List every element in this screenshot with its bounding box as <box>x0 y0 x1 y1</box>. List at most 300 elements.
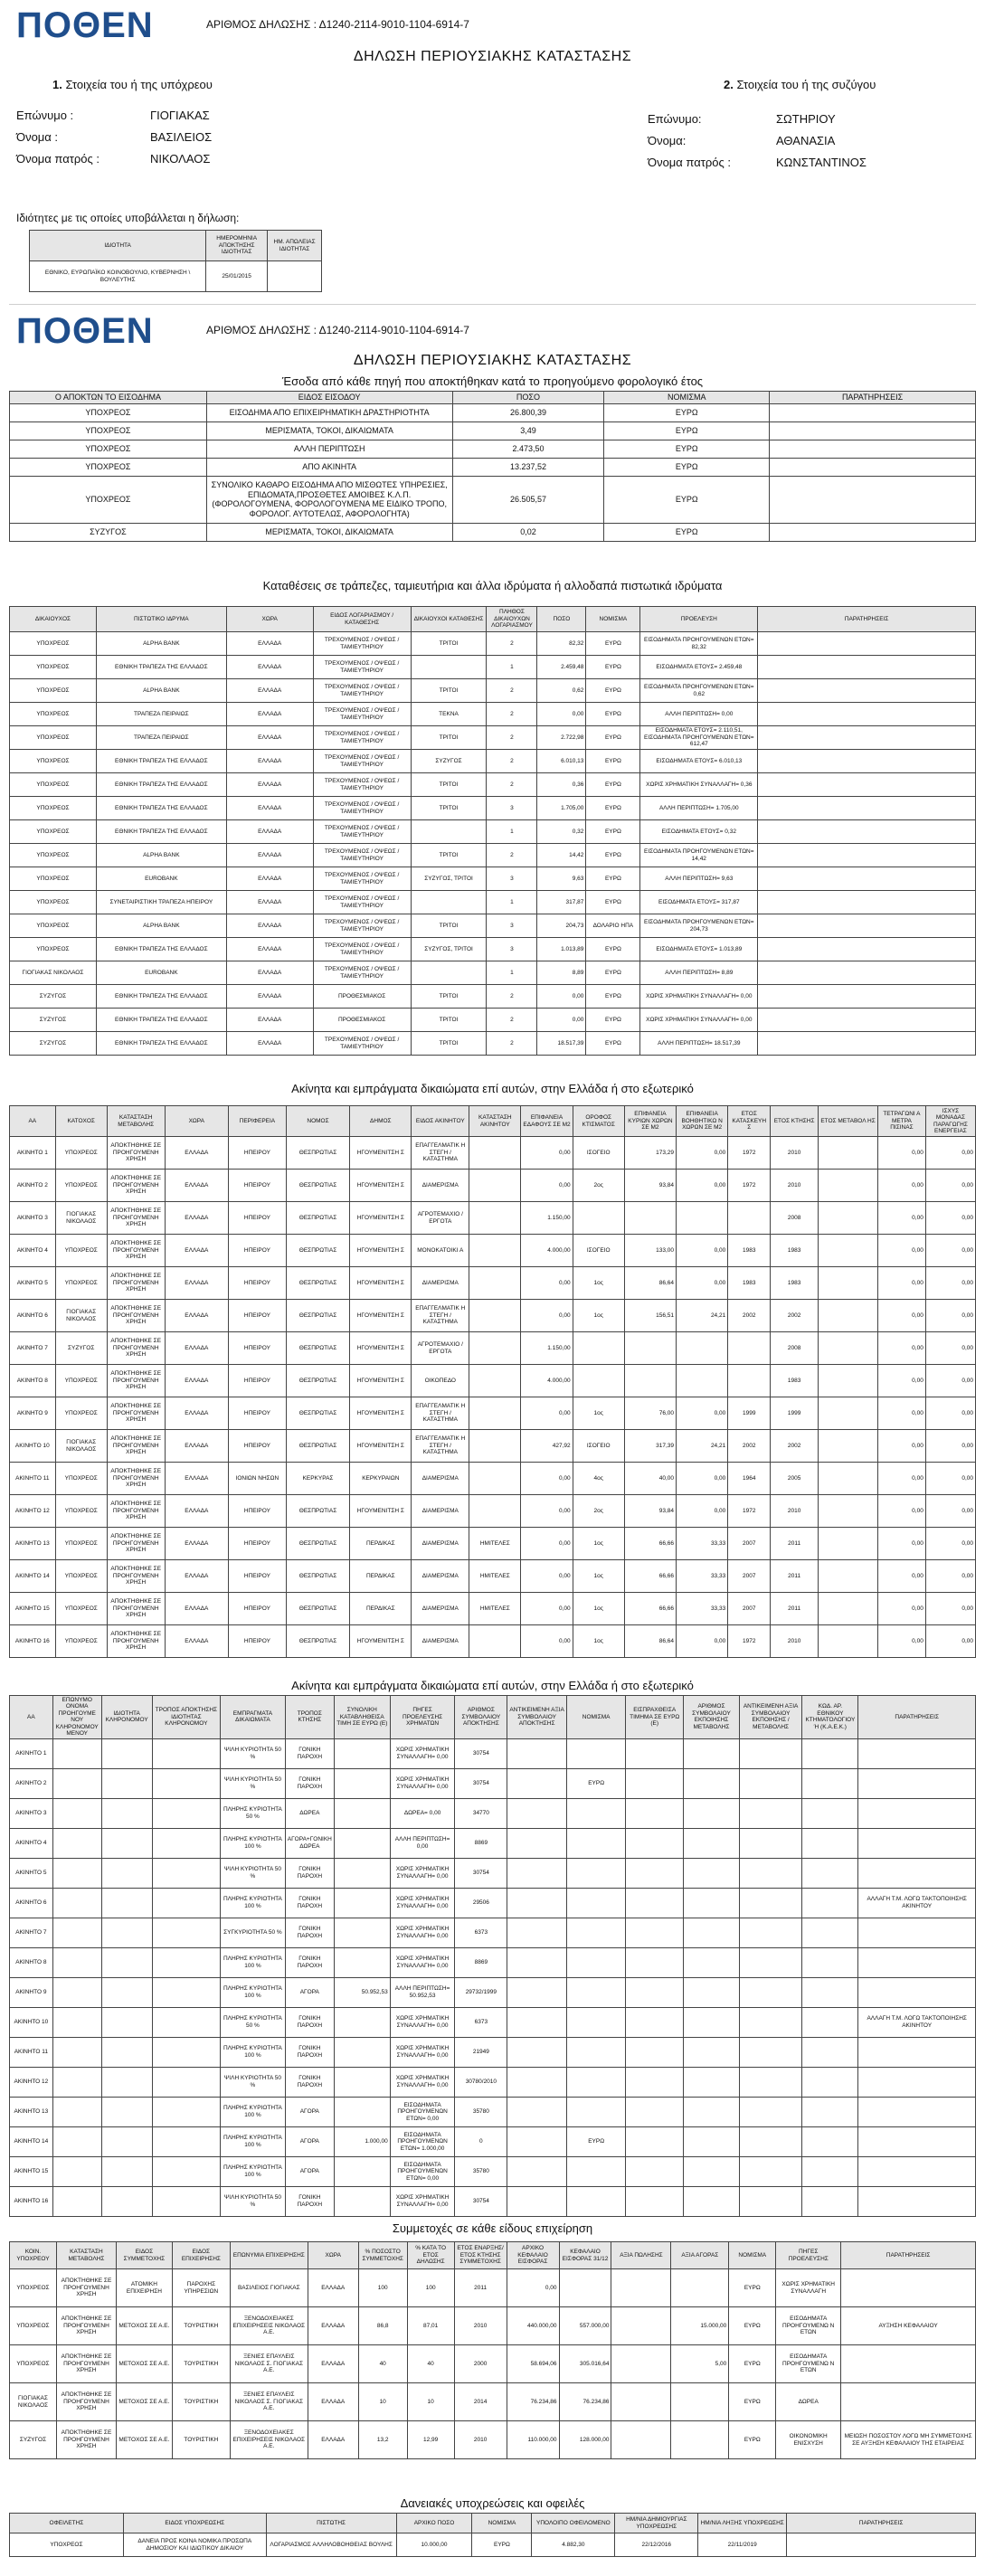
realestate-table <box>9 1105 976 1658</box>
table-cell: ΗΠΕΙΡΟΥ <box>229 1560 287 1593</box>
col-change-status: ΚΑΤΑΣΤΑΣΗ ΜΕΤΑΒΟΛΗΣ <box>107 1106 165 1137</box>
table-row <box>10 1332 976 1365</box>
table-cell: 2 <box>487 773 537 797</box>
col-remarks: ΠΑΡΑΤΗΡΗΣΕΙΣ <box>758 607 976 632</box>
table-cell: ΕΥΡΩ <box>586 703 640 726</box>
table-cell: ΗΜΙΤΕΛΕΣ <box>469 1528 521 1560</box>
table-cell: ΕΥΡΩ <box>566 2126 625 2156</box>
table-cell <box>566 1977 625 2007</box>
col-aa: ΑΑ <box>10 1696 53 1739</box>
table-cell: 2 <box>487 703 537 726</box>
table-cell: ΑΚΙΝΗΤΟ 7 <box>10 1332 56 1365</box>
table-cell: ΣΥΝΟΛΙΚΟ ΚΑΘΑΡΟ ΕΙΣΟΔΗΜΑ ΑΠΟ ΜΙΣΘΩΤΕΣ ΥΠΗΡΕΣΙΕΣ, ΕΠΙΔΟΜΑΤΑ,ΠΡΟΣΘΕΤΕΣ ΑΜΟΙΒΕΣ Κ.Λ.Π.(ΦΟΡΟΛΟΓΟΥΜΕΝΑ, ΦΟΡΟΛΟΓΟΥΜΕΝΑ ΜΕ ΕΙΔΙΚΟ ΤΡΟΠΟ, ΦΟΡΟΛΟΓ. ΑΥΤΟΤΕΛΩΣ, ΑΦΟΡΟΛΟΓΗΤΑ) <box>206 476 452 523</box>
table-cell <box>819 1267 878 1300</box>
table-cell: ΔΙΑΜΕΡΙΣΜΑ <box>412 1560 469 1593</box>
table-cell: 2008 <box>771 1202 819 1235</box>
table-cell: 2011 <box>771 1593 819 1625</box>
table-cell <box>559 2269 611 2307</box>
table-row <box>10 891 976 914</box>
table-cell: ΘΕΣΠΡΩΤΙΑΣ <box>286 1300 349 1332</box>
table-cell: ΕΥΡΩ <box>586 844 640 867</box>
col-received-price: ΕΙΣΠΡΑΧΘΕΙΣΑ ΤΙΜΗΜΑ ΣΕ ΕΥΡΩ (Ε) <box>626 1696 684 1739</box>
table-cell: ΗΠΕΙΡΟΥ <box>229 1365 287 1397</box>
table-cell <box>624 1365 676 1397</box>
table-row <box>10 1300 976 1332</box>
table-cell <box>758 1009 976 1032</box>
pothen-logo-2 <box>16 311 154 352</box>
col-origin: ΠΡΟΕΛΕΥΣΗ <box>640 607 758 632</box>
income-table <box>9 391 976 542</box>
table-cell: 2005 <box>771 1463 819 1495</box>
table-cell: 0,00 <box>507 2269 559 2307</box>
table-cell <box>758 820 976 844</box>
table-cell <box>758 844 976 867</box>
table-cell <box>758 679 976 703</box>
table-cell: ΑΚΙΝΗΤΟ 15 <box>10 1593 56 1625</box>
col-kaek: ΚΩΔ. ΑΡ. ΕΘΝΙΚΟΥ ΚΤΗΜΑΤΟΛΟΓΙΟΥ Ή (Κ.Α.Ε.Κ.) <box>802 1696 858 1739</box>
table-cell: ΕΛΛΑΔΑ <box>308 2345 358 2383</box>
table-cell: 0,00 <box>878 1560 926 1593</box>
table-cell <box>819 1137 878 1170</box>
table-cell <box>573 1332 624 1365</box>
table-row <box>10 703 976 726</box>
table-cell: ΕΥΡΩ <box>586 985 640 1009</box>
table-cell: ΥΠΟΧΡΕΟΣ <box>10 458 207 476</box>
table-cell <box>469 1300 521 1332</box>
col-sources: ΠΗΓΕΣ ΠΡΟΕΛΕΥΣΗΣ <box>776 2242 841 2269</box>
table-cell: ΓΟΝΙΚΗ ΠΑΡΟΧΗ <box>285 2037 334 2067</box>
table-cell: ΥΠΟΧΡΕΟΣ <box>55 1397 107 1430</box>
table-cell <box>802 1858 858 1888</box>
table-cell: ΠΛΗΡΗΣ ΚΥΡΙΟΤΗΤΑ 100 % <box>221 2097 286 2126</box>
col-beneficiary: ΔΙΚΑΙΟΥΧΟΣ <box>10 607 97 632</box>
page-divider <box>9 304 976 305</box>
table-cell: ΕΘΝΙΚΗ ΤΡΑΠΕΖΑ ΤΗΣ ΕΛΛΑΔΟΣ <box>96 938 226 961</box>
table-cell <box>770 403 976 421</box>
table-cell: 0,00 <box>677 1397 728 1430</box>
table-cell: ΗΓΟΥΜΕΝΙΤΣΗ Σ <box>350 1235 412 1267</box>
table-cell: 24,21 <box>677 1430 728 1463</box>
table-cell <box>758 867 976 891</box>
table-cell: ΟΙΚΟΝΟΜΙΚΗ ΕΝΙΣΧΥΣΗ <box>776 2421 841 2459</box>
table-cell <box>101 2186 152 2216</box>
table-cell: ΜΕΡΙΣΜΑΤΑ, ΤΟΚΟΙ, ΔΙΚΑΙΩΜΑΤΑ <box>206 523 452 541</box>
col-remarks: ΠΑΡΑΤΗΡΗΣΕΙΣ <box>841 2242 976 2269</box>
table-cell: ΤΟΥΡΙΣΤΙΚΗ <box>172 2421 230 2459</box>
table-cell: ΔΙΑΜΕΡΙΣΜΑ <box>412 1528 469 1560</box>
table-cell <box>566 1918 625 1947</box>
table-cell <box>770 458 976 476</box>
table-cell: 2010 <box>771 1137 819 1170</box>
col-remarks: ΠΑΡΑΤΗΡΗΣΕΙΣ <box>787 2514 976 2533</box>
table-cell <box>469 1267 521 1300</box>
table-cell <box>739 1947 802 1977</box>
table-cell: ΕΥΡΩ <box>472 2533 532 2557</box>
pothen-logo <box>16 5 154 46</box>
table-row <box>10 1009 976 1032</box>
table-cell <box>52 1888 101 1918</box>
col-earner: Ο ΑΠΟΚΤΩΝ ΤΟ ΕΙΣΟΔΗΜΑ <box>10 392 207 404</box>
col-region: ΠΕΡΙΦΕΡΕΙΑ <box>229 1106 287 1137</box>
table-cell: 1983 <box>771 1365 819 1397</box>
table-cell: ΓΟΝΙΚΗ ΠΑΡΟΧΗ <box>285 1918 334 1947</box>
table-cell: ΞΕΝΟΔΟΧΕΙΑΚΕΣ ΕΠΙΧΕΙΡΗΣΕΙΣ ΝΙΚΟΛΑΟΣ Α.Ε. <box>230 2421 308 2459</box>
table-cell <box>611 2383 671 2421</box>
table-cell: ΕΘΝΙΚΗ ΤΡΑΠΕΖΑ ΤΗΣ ΕΛΛΑΔΟΣ <box>96 773 226 797</box>
table-cell: ΕΛΛΑΔΑ <box>226 867 313 891</box>
table-cell: ALPHA BANK <box>96 679 226 703</box>
table-cell <box>684 2007 740 2037</box>
col-contract-no: ΑΡΙΘΜΟΣ ΣΥΜΒΟΛΑΙΟΥ ΑΠΟΚΤΗΣΗΣ <box>455 1696 507 1739</box>
table-cell: ΕΥΡΩ <box>604 440 770 458</box>
table-cell: 12,99 <box>407 2421 454 2459</box>
realestate-heading: Ακίνητα και εμπράγματα δικαιώματα επί αυτών, στην Ελλάδα ή στο εξωτερικό <box>291 1082 694 1095</box>
table-cell: ΜΕΤΟΧΟΣ ΣΕ Α.Ε. <box>116 2307 172 2345</box>
table-cell <box>858 1768 976 1798</box>
table-cell <box>758 1032 976 1056</box>
table-cell <box>739 1888 802 1918</box>
table-cell: ΑΛΛΗ ΠΕΡΙΠΤΩΣΗ <box>206 440 452 458</box>
table-row <box>10 1738 976 1768</box>
table-row <box>10 2186 976 2216</box>
table-cell: ΕΛΛΑΔΑ <box>165 1593 228 1625</box>
table-cell: ΑΠΟΚΤΗΘΗΚΕ ΣΕ ΠΡΟΗΓΟΥΜΕΝΗ ΧΡΗΣΗ <box>56 2383 116 2421</box>
table-cell: 93,84 <box>624 1495 676 1528</box>
table-cell: ΗΠΕΙΡΟΥ <box>229 1202 287 1235</box>
table-cell: ΕΙΣΟΔΗΜΑΤΑ ΠΡΟΗΓΟΥΜΕΝΩΝ ΕΤΩΝ= 204,73 <box>640 914 758 938</box>
table-cell: 22/11/2019 <box>698 2533 787 2557</box>
table-cell: 0,00 <box>677 1625 728 1658</box>
table-cell: 0,00 <box>677 1463 728 1495</box>
table-cell: ΔΩΡΕΑ <box>776 2383 841 2421</box>
table-cell <box>566 2037 625 2067</box>
table-cell <box>152 2126 221 2156</box>
table-cell <box>334 2186 390 2216</box>
table-cell: 2 <box>487 1032 537 1056</box>
table-cell <box>626 1947 684 1977</box>
col-purchase-value: ΑΞΙΑ ΑΓΟΡΑΣ <box>671 2242 729 2269</box>
table-cell: 15.000,00 <box>671 2307 729 2345</box>
table-header-row <box>10 1106 976 1137</box>
table-cell: 76.234,86 <box>559 2383 611 2421</box>
table-cell <box>802 2186 858 2216</box>
table-cell <box>728 1365 771 1397</box>
table-cell: ΔΑΝΕΙΑ ΠΡΟΣ ΚΟΙΝΑ ΝΟΜΙΚΑ ΠΡΟΣΩΠΑ ΔΗΜΟΣΙΟΥ ΚΑΙ ΙΔΙΩΤΙΚΟΥ ΔΙΚΑΙΟΥ <box>123 2533 266 2557</box>
col-country: ΧΩΡΑ <box>165 1106 228 1137</box>
table-cell <box>101 1828 152 1858</box>
table-cell: 93,84 <box>624 1170 676 1202</box>
table-cell: ΠΛΗΡΗΣ ΚΥΡΙΟΤΗΤΑ 100 % <box>221 1828 286 1858</box>
table-row <box>10 1768 976 1798</box>
table-cell: 26.800,39 <box>452 403 604 421</box>
table-cell: 8,89 <box>537 961 586 985</box>
table-cell <box>739 1828 802 1858</box>
table-cell <box>101 1888 152 1918</box>
col-obligation-type: ΕΙΔΟΣ ΥΠΟΧΡΕΩΣΗΣ <box>123 2514 266 2533</box>
table-row <box>10 1170 976 1202</box>
table-cell: ΜΕΤΟΧΟΣ ΣΕ Α.Ε. <box>116 2383 172 2421</box>
table-cell: 14,42 <box>537 844 586 867</box>
table-cell: ΤΡΕΧΟΥΜΕΝΟΣ / ΟΨΕΩΣ / ΤΑΜΙΕΥΤΗΡΙΟΥ <box>313 914 411 938</box>
table-cell: 4ος <box>573 1463 624 1495</box>
table-cell: 1 <box>487 891 537 914</box>
table-cell: ΜΕΡΙΣΜΑΤΑ, ΤΟΚΟΙ, ΔΙΚΑΙΩΜΑΤΑ <box>206 421 452 440</box>
table-cell: 0,00 <box>537 985 586 1009</box>
table-cell: ALPHA BANK <box>96 632 226 656</box>
table-cell: ΥΠΟΧΡΕΟΣ <box>55 1267 107 1300</box>
table-cell: ΗΠΕΙΡΟΥ <box>229 1235 287 1267</box>
table-cell <box>671 2269 729 2307</box>
table-cell: ΑΠΟΚΤΗΘΗΚΕ ΣΕ ΠΡΟΗΓΟΥΜΕΝΗ ΧΡΗΣΗ <box>107 1170 165 1202</box>
table-cell: ΕΛΛΑΔΑ <box>226 797 313 820</box>
table-cell: ΤΡΙΤΟΙ <box>411 726 487 750</box>
table-header-row <box>10 607 976 632</box>
table-cell <box>101 1977 152 2007</box>
table-cell <box>566 2067 625 2097</box>
table-cell: ΑΥΞΗΣΗ ΚΕΦΑΛΑΙΟΥ <box>841 2307 976 2345</box>
table-cell: ΕΥΡΩ <box>604 421 770 440</box>
table-cell: ΤΡΑΠΕΖΑ ΠΕΙΡΑΙΩΣ <box>96 726 226 750</box>
table-cell: ΤΡΙΤΟΙ <box>411 632 487 656</box>
table-cell: ΙΣΟΓΕΙΟ <box>573 1137 624 1170</box>
table-row <box>10 1528 976 1560</box>
table-cell: 8869 <box>455 1947 507 1977</box>
table-cell <box>507 1858 567 1888</box>
table-cell: ΕΛΛΑΔΑ <box>226 750 313 773</box>
col-acquisition-mode: ΤΡΟΠΟΣ ΚΤΗΣΗΣ <box>285 1696 334 1739</box>
col-capacity: ΙΔΙΟΤΗΤΑ <box>30 231 206 261</box>
table-cell: 427,92 <box>521 1430 573 1463</box>
table-cell: 10 <box>358 2383 407 2421</box>
col-heir-capacity: ΙΔΙΟΤΗΤΑ ΚΛΗΡΟΝΟΜΟΥ <box>101 1696 152 1739</box>
table-cell: ΚΕΡΚΥΡΑΙΩΝ <box>350 1463 412 1495</box>
table-cell <box>819 1430 878 1463</box>
table-cell: ΕΙΣΟΔΗΜΑ ΑΠΟ ΕΠΙΧΕΙΡΗΜΑΤΙΚΗ ΔΡΑΣΤΗΡΙΟΤΗΤΑ <box>206 403 452 421</box>
table-cell: 0,00 <box>925 1267 975 1300</box>
table-cell: ΕΙΣΟΔΗΜΑΤΑ ΠΡΟΗΓΟΥΜΕΝΩΝ ΕΤΩΝ= 0,00 <box>390 2156 455 2186</box>
table-cell <box>469 1625 521 1658</box>
col-percent: % ΠΟΣΟΣΤΟ ΣΥΜΜΕΤΟΧΗΣ <box>358 2242 407 2269</box>
table-cell: ΣΥΖΥΓΟΣ <box>10 1032 97 1056</box>
table-cell: ΕΛΛΑΔΑ <box>165 1397 228 1430</box>
table-cell: 3 <box>487 797 537 820</box>
col-floor: ΟΡΟΦΟΣ ΚΤΙΣΜΑΤΟΣ <box>573 1106 624 1137</box>
table-cell: ΗΠΕΙΡΟΥ <box>229 1137 287 1170</box>
page-title: ΔΗΛΩΣΗ ΠΕΡΙΟΥΣΙΑΚΗΣ ΚΑΤΑΣΤΑΣΗΣ <box>353 49 632 64</box>
table-cell <box>52 1738 101 1768</box>
col-aa: ΑΑ <box>10 1106 56 1137</box>
table-cell: ΥΠΟΧΡΕΟΣ <box>10 2345 57 2383</box>
table-row <box>10 844 976 867</box>
table-cell: ΑΠΟΚΤΗΘΗΚΕ ΣΕ ΠΡΟΗΓΟΥΜΕΝΗ ΧΡΗΣΗ <box>107 1430 165 1463</box>
table-cell: ΕΛΛΑΔΑ <box>165 1430 228 1463</box>
table-cell: ΘΕΣΠΡΩΤΙΑΣ <box>286 1202 349 1235</box>
table-cell: ΠΑΡΟΧΗΣ ΥΠΗΡΕΣΙΩΝ <box>172 2269 230 2307</box>
table-row <box>10 679 976 703</box>
table-cell: ΓΙΟΓΙΑΚΑΣ ΝΙΚΟΛΑΟΣ <box>55 1202 107 1235</box>
table-cell: 0,00 <box>878 1430 926 1463</box>
table-cell: ΚΕΡΚΥΡΑΣ <box>286 1463 349 1495</box>
table-cell: 2 <box>487 844 537 867</box>
table-cell: ΜΟΝΟΚΑΤΟΙΚΙ Α <box>412 1235 469 1267</box>
table-cell <box>624 1332 676 1365</box>
table-row <box>10 1625 976 1658</box>
table-cell <box>469 1430 521 1463</box>
table-cell: ΗΠΕΙΡΟΥ <box>229 1170 287 1202</box>
table-cell: ΕΛΛΑΔΑ <box>165 1365 228 1397</box>
table-cell: ΕΘΝΙΚΗ ΤΡΑΠΕΖΑ ΤΗΣ ΕΛΛΑΔΟΣ <box>96 797 226 820</box>
table-row <box>10 1032 976 1056</box>
table-row <box>10 726 976 750</box>
table-cell <box>566 2097 625 2126</box>
table-cell: 156,51 <box>624 1300 676 1332</box>
table-cell <box>52 1977 101 2007</box>
col-amount: ΠΟΣΟ <box>537 607 586 632</box>
table-cell <box>507 2067 567 2097</box>
table-cell: ΓΙΟΓΙΑΚΑΣ ΝΙΚΟΛΑΟΣ <box>10 961 97 985</box>
table-cell: ΕΥΡΩ <box>729 2421 776 2459</box>
table-cell: 0,00 <box>878 1397 926 1430</box>
table-cell: ΑΓΟΡΑ <box>285 2097 334 2126</box>
table-cell: ΙΣΟΓΕΙΟ <box>573 1430 624 1463</box>
table-cell <box>819 1365 878 1397</box>
table-cell <box>802 2037 858 2067</box>
table-cell: ΑΚΙΝΗΤΟ 10 <box>10 2007 53 2037</box>
table-cell: 0,00 <box>925 1137 975 1170</box>
table-cell: ΕΛΛΑΔΑ <box>165 1235 228 1267</box>
table-cell: ΑΚΙΝΗΤΟ 9 <box>10 1977 53 2007</box>
table-row <box>10 1918 976 1947</box>
table-cell: ΤΡΕΧΟΥΜΕΝΟΣ / ΟΨΕΩΣ / ΤΑΜΙΕΥΤΗΡΙΟΥ <box>313 726 411 750</box>
table-cell <box>728 1202 771 1235</box>
table-cell: 6.010,13 <box>537 750 586 773</box>
col-real-rights: ΕΜΠΡΑΓΜΑΤΑ ΔΙΚΑΙΩΜΑΤΑ <box>221 1696 286 1739</box>
table-cell: ΧΩΡΙΣ ΧΡΗΜΑΤΙΚΗ ΣΥΝΑΛΛΑΓΗ= 0,00 <box>390 2067 455 2097</box>
table-cell: ΧΩΡΙΣ ΧΡΗΜΑΤΙΚΗ ΣΥΝΑΛΛΑΓΗ <box>776 2269 841 2307</box>
col-remarks: ΠΑΡΑΤΗΡΗΣΕΙΣ <box>770 392 976 404</box>
table-cell: 5,00 <box>671 2345 729 2383</box>
col-percent-year: % ΚΑΤΑ ΤΟ ΕΤΟΣ ΔΗΛΩΣΗΣ <box>407 2242 454 2269</box>
table-cell <box>841 2383 976 2421</box>
table-cell: ΑΠΟΚΤΗΘΗΚΕ ΣΕ ΠΡΟΗΓΟΥΜΕΝΗ ΧΡΗΣΗ <box>107 1560 165 1593</box>
table-cell <box>819 1625 878 1658</box>
deposits-heading: Καταθέσεις σε τράπεζες, ταμιευτήρια και άλλα ιδρύματα ή αλλοδαπά πιστωτικά ιδρύματα <box>262 579 723 592</box>
table-cell <box>677 1202 728 1235</box>
table-cell: ΠΛΗΡΗΣ ΚΥΡΙΟΤΗΤΑ 100 % <box>221 1947 286 1977</box>
table-cell: ΘΕΣΠΡΩΤΙΑΣ <box>286 1593 349 1625</box>
table-cell: ΥΠΟΧΡΕΟΣ <box>10 2269 57 2307</box>
table-cell: ΕΛΛΑΔΑ <box>226 632 313 656</box>
table-cell <box>671 2383 729 2421</box>
table-cell: ΠΕΡΔΙΚΑΣ <box>350 1528 412 1560</box>
table-cell: ΔΩΡΕΑ= 0,00 <box>390 1798 455 1828</box>
table-row <box>10 523 976 541</box>
table-cell: ΥΠΟΧΡΕΟΣ <box>10 421 207 440</box>
table-cell: ΔΙΑΜΕΡΙΣΜΑ <box>412 1625 469 1658</box>
table-cell: 3 <box>487 938 537 961</box>
table-cell <box>152 1918 221 1947</box>
table-cell <box>101 1947 152 1977</box>
loans-table <box>9 2513 976 2557</box>
table-cell <box>758 961 976 985</box>
table-cell <box>841 2269 976 2307</box>
table-row <box>10 914 976 938</box>
table-cell: ΤΡΕΧΟΥΜΕΝΟΣ / ΟΨΕΩΣ / ΤΑΜΙΕΥΤΗΡΙΟΥ <box>313 1032 411 1056</box>
table-cell: 8869 <box>455 1828 507 1858</box>
table-cell <box>507 2156 567 2186</box>
table-cell: ΥΠΟΧΡΕΟΣ <box>55 1137 107 1170</box>
table-cell <box>507 2007 567 2037</box>
table-cell: ΕΛΛΑΔΑ <box>308 2307 358 2345</box>
table-cell: 2002 <box>771 1430 819 1463</box>
col-start-date: ΗΜ/ΝΙΑ ΔΗΜΙΟΥΡΓΙΑΣ ΥΠΟΧΡΕΩΣΗΣ <box>615 2514 698 2533</box>
table-cell: ΧΩΡΙΣ ΧΡΗΜΑΤΙΚΗ ΣΥΝΑΛΛΑΓΗ= 0,00 <box>390 1888 455 1918</box>
table-cell <box>684 2156 740 2186</box>
table-cell: ΕΥΡΩ <box>586 938 640 961</box>
table-cell: 33,33 <box>677 1560 728 1593</box>
table-row <box>10 440 976 458</box>
table-row <box>10 2097 976 2126</box>
table-row <box>10 1828 976 1858</box>
table-cell: ΥΠΟΧΡΕΟΣ <box>55 1170 107 1202</box>
table-cell: ΧΩΡΙΣ ΧΡΗΜΑΤΙΚΗ ΣΥΝΑΛΛΑΓΗ= 0,00 <box>390 1738 455 1768</box>
table-cell <box>858 1738 976 1768</box>
col-start-year: ΕΤΟΣ ΕΝΑΡΞΗΣ/ΕΤΟΣ ΚΤΗΣΗΣ ΣΥΜΜΕΤΟΧΗΣ <box>454 2242 507 2269</box>
table-cell: ΞΕΝΙΕΣ ΕΠΑΥΛΕΙΣ ΝΙΚΟΛΑΟΣ Σ. ΓΙΟΓΙΑΚΑΣ Α.Ε. <box>230 2383 308 2421</box>
table-cell <box>684 1768 740 1798</box>
table-cell: 1ος <box>573 1267 624 1300</box>
table-cell: 13.237,52 <box>452 458 604 476</box>
table-cell: ΕΙΣΟΔΗΜΑΤΑ ΠΡΟΗΓΟΥΜΕΝΩΝ ΕΤΩΝ= 0,00 <box>390 2097 455 2126</box>
table-cell: 1ος <box>573 1528 624 1560</box>
col-previous-heir: ΕΠΩΝΥΜΟ ΟΝΟΜΑ ΠΡΟΗΓΟΥΜΕ ΝΟΥ ΚΛΗΡΟΝΟΜΟΥ ΜΕΝΟΥ <box>52 1696 101 1739</box>
table-cell: 1.150,00 <box>521 1332 573 1365</box>
table-cell <box>770 523 976 541</box>
table-cell <box>152 1828 221 1858</box>
table-cell <box>758 773 976 797</box>
table-cell: ΕΥΡΩ <box>586 820 640 844</box>
table-cell: ΟΙΚΟΠΕΔΟ <box>412 1365 469 1397</box>
table-cell: 204,73 <box>537 914 586 938</box>
table-cell: ΑΛΛΑΓΗ Τ.Μ. ΛΟΓΩ ΤΑΚΤΟΠΟΙΗΣΗΣ ΑΚΙΝΗΤΟΥ <box>858 1888 976 1918</box>
declaration-number-label: ΑΡΙΘΜΟΣ ΔΗΛΩΣΗΣ : <box>206 18 317 31</box>
table-cell <box>52 1918 101 1947</box>
table-cell: ALPHA BANK <box>96 844 226 867</box>
table-row <box>10 2126 976 2156</box>
table-cell: ΕΥΡΩ <box>586 750 640 773</box>
table-cell: ΕΛΛΑΔΑ <box>226 820 313 844</box>
table-cell: ΗΓΟΥΜΕΝΙΤΣΗ Σ <box>350 1332 412 1365</box>
table-cell <box>152 1768 221 1798</box>
table-cell: 82,32 <box>537 632 586 656</box>
col-currency: ΝΟΜΙΣΜΑ <box>586 607 640 632</box>
declaration-number: Δ1240-2114-9010-1104-6914-7 <box>318 18 469 31</box>
col-land-area: ΕΠΙΦΑΝΕΙΑ ΕΔΑΦΟΥΣ ΣΕ Μ2 <box>521 1106 573 1137</box>
table-cell: 6373 <box>455 1918 507 1947</box>
table-cell <box>611 2307 671 2345</box>
table-cell <box>469 1170 521 1202</box>
table-cell: 0,00 <box>925 1397 975 1430</box>
table-cell: ΑΠΟΚΤΗΘΗΚΕ ΣΕ ΠΡΟΗΓΟΥΜΕΝΗ ΧΡΗΣΗ <box>56 2421 116 2459</box>
table-row <box>10 1858 976 1888</box>
table-cell: 4.000,00 <box>521 1365 573 1397</box>
table-cell: ΣΥΖΥΓΟΣ <box>10 985 97 1009</box>
table-row <box>10 403 976 421</box>
table-cell: ΓΙΟΓΙΑΚΑΣ ΝΙΚΟΛΑΟΣ <box>10 2383 57 2421</box>
table-cell <box>858 1858 976 1888</box>
table-cell <box>152 2097 221 2126</box>
col-property-status: ΚΑΤΑΣΤΑΣΗ ΑΚΙΝΗΤΟΥ <box>469 1106 521 1137</box>
